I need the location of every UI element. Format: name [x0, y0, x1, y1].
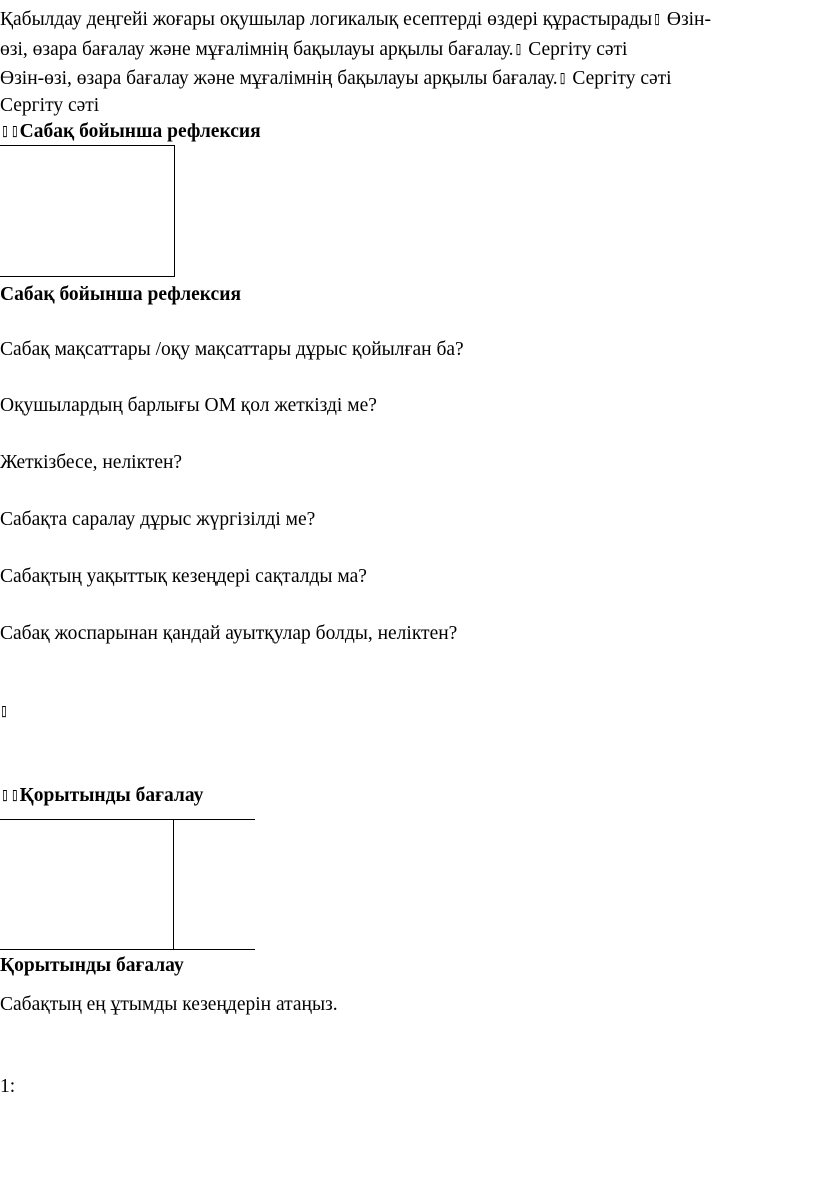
summary-table-divider: [173, 819, 174, 949]
lone-glyph-line: [0, 700, 9, 724]
intro-text-2-end: Сергіту сәті: [523, 39, 628, 60]
missing-glyph-icon: ▯: [558, 67, 567, 90]
intro-line-1: [0, 8, 711, 32]
intro-text-2: өзі, өзара бағалау және мұғалімнің бақылауы арқылы бағалау.: [0, 39, 514, 60]
reflection-question-1: Сабақ мақсаттары /оқу мақсаттары дұрыс қойылған ба?: [0, 339, 464, 360]
reflection-question-2: Оқушылардың барлығы ОМ қол жеткізді ме?: [0, 395, 377, 416]
summary-heading-small-text: Қорытынды бағалау: [19, 785, 204, 806]
reflection-question-5: Сабақтың уақыттық кезеңдері сақталды ма?: [0, 566, 367, 587]
missing-glyph-icon: ▯: [653, 8, 661, 31]
summary-heading: Қорытынды бағалау: [0, 955, 184, 976]
reflection-question-4: Сабақта саралау дұрыс жүргізілді ме?: [0, 509, 316, 530]
missing-glyph-icon: ▯: [0, 700, 8, 723]
reflection-heading-small: [0, 120, 261, 144]
summary-table-bottom-border: [0, 949, 255, 950]
summary-heading-small: [0, 784, 203, 808]
summary-item-1: 1:: [0, 1076, 16, 1097]
intro-text-1: Қабылдау деңгейі жоғары оқушылар логикалық есептерді өздері құрастырады: [0, 9, 653, 30]
missing-glyph-icon: ▯: [514, 38, 523, 61]
intro-text-3: Өзін-өзі, өзара бағалау және мұғалімнің бақылауы арқылы бағалау.: [0, 68, 558, 89]
reflection-heading-small-text: Сабақ бойынша рефлексия: [19, 121, 261, 142]
summary-question: Сабақтың ең ұтымды кезеңдерін атаңыз.: [0, 994, 338, 1015]
intro-text-4: Сергіту сәті: [0, 95, 100, 116]
missing-glyph-icon: ▯: [1, 784, 9, 807]
intro-text-3-end: Сергіту сәті: [567, 68, 672, 89]
missing-glyph-icon: ▯: [1, 120, 9, 143]
reflection-heading: Сабақ бойынша рефлексия: [0, 284, 241, 305]
intro-line-2: [0, 38, 627, 62]
reflection-question-6: Сабақ жоспарынан қандай ауытқулар болды, неліктен?: [0, 623, 458, 644]
missing-glyph-icon: ▯: [10, 120, 19, 143]
summary-table-top-border: [0, 819, 255, 820]
reflection-table-cell: [0, 145, 175, 277]
missing-glyph-icon: ▯: [10, 784, 19, 807]
reflection-question-3: Жеткізбесе, неліктен?: [0, 452, 183, 473]
intro-text-1-end: Өзін-: [661, 9, 711, 30]
intro-line-3: [0, 67, 672, 91]
